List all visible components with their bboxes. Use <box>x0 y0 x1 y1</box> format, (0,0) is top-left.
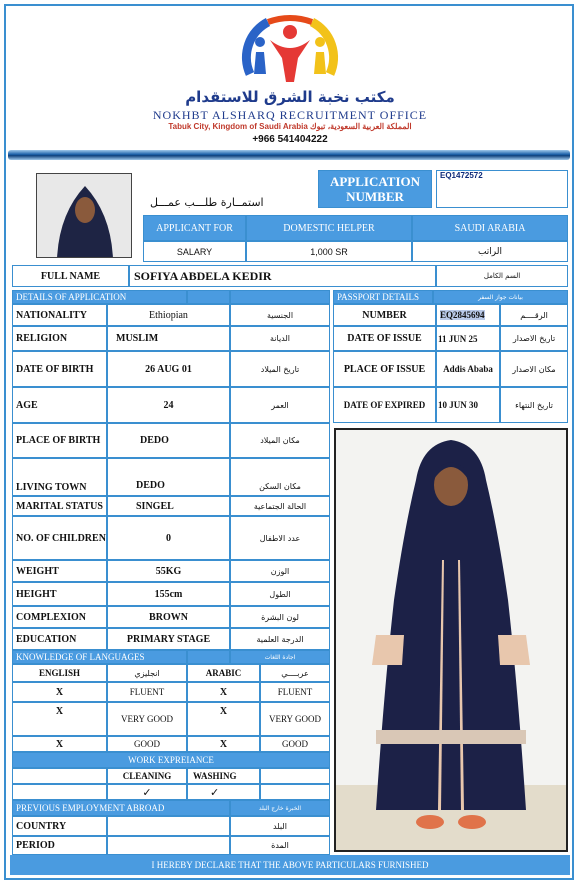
work-empty-cell <box>260 784 330 800</box>
detail-label: COMPLEXION <box>12 606 107 628</box>
destination-country: SAUDI ARABIA <box>412 215 568 241</box>
work-empty-cell <box>12 784 107 800</box>
passport-label: NUMBER <box>333 304 436 326</box>
detail-label: MARITAL STATUS <box>12 496 107 516</box>
salary-label-arabic: الراتب <box>412 241 568 262</box>
previous-period-label: PERIOD <box>12 836 107 855</box>
detail-value: DEDO <box>107 458 230 496</box>
previous-country-value <box>107 816 230 836</box>
detail-value: 26 AUG 01 <box>107 351 230 387</box>
details-section-header: DETAILS OF APPLICATION <box>12 290 187 304</box>
passport-value: 11 JUN 25 <box>436 326 500 351</box>
detail-value: 24 <box>107 387 230 423</box>
header-divider <box>8 150 570 160</box>
detail-value: PRIMARY STAGE <box>107 628 230 650</box>
applicant-portrait-photo <box>36 173 132 258</box>
detail-label: EDUCATION <box>12 628 107 650</box>
english-column-header-arabic: انجليزي <box>107 664 187 682</box>
english-level-mark: X <box>12 702 107 736</box>
arabic-column-header-arabic: عربــــي <box>260 664 330 682</box>
detail-label-arabic: الطول <box>230 582 330 606</box>
passport-value: Addis Ababa <box>436 351 500 387</box>
arabic-level-mark: X <box>187 682 260 702</box>
arabic-level: VERY GOOD <box>260 702 330 736</box>
detail-label: LIVING TOWN <box>12 458 107 496</box>
detail-label: RELIGION <box>12 326 107 351</box>
english-level: VERY GOOD <box>107 702 187 736</box>
detail-label-arabic: الجنسية <box>230 304 330 326</box>
full-name-value: SOFIYA ABDELA KEDIR <box>129 265 436 287</box>
english-level: GOOD <box>107 736 187 752</box>
detail-label: NATIONALITY <box>12 304 107 326</box>
english-level-mark: X <box>12 736 107 752</box>
passport-label: PLACE OF ISSUE <box>333 351 436 387</box>
office-address: Tabuk City, Kingdom of Saudi Arabia المملكة العربية السعودية، تبوك <box>168 122 412 131</box>
detail-label-arabic: لون البشرة <box>230 606 330 628</box>
passport-label-arabic: مكان الاصدار <box>500 351 568 387</box>
applicant-for-value: DOMESTIC HELPER <box>246 215 412 241</box>
passport-number-value: EQ2845694 <box>440 310 485 320</box>
detail-label-arabic: مكان السكن <box>230 458 330 496</box>
detail-label-arabic: عدد الاطفال <box>230 516 330 560</box>
detail-label: HEIGHT <box>12 582 107 606</box>
detail-label-arabic: العمر <box>230 387 330 423</box>
detail-value: SINGEL <box>107 496 230 516</box>
arabic-level-mark: X <box>187 736 260 752</box>
salary-value: 1,000 SR <box>246 241 412 262</box>
previous-period-label-arabic: المدة <box>230 836 330 855</box>
office-header <box>10 8 570 150</box>
detail-value: 155cm <box>107 582 230 606</box>
detail-value: Ethiopian <box>107 304 230 326</box>
detail-label-arabic: الدرجة العلمية <box>230 628 330 650</box>
detail-value: 0 <box>107 516 230 560</box>
previous-employment-header: PREVIOUS EMPLOYMENT ABROAD <box>12 800 230 816</box>
office-phone: +966 541404222 <box>252 134 328 145</box>
passport-section-header-arabic: بيانات جواز السفر <box>433 290 568 304</box>
passport-label-arabic: الرقــــم <box>500 304 568 326</box>
arabic-level-mark: X <box>187 702 260 736</box>
previous-country-label-arabic: البلد <box>230 816 330 836</box>
detail-label: WEIGHT <box>12 560 107 582</box>
languages-header-spacer <box>187 650 230 664</box>
previous-employment-header-arabic: الخبرة خارج البلد <box>230 800 330 816</box>
detail-label-arabic: الحالة الجتماعية <box>230 496 330 516</box>
passport-section-header: PASSPORT DETAILS <box>333 290 433 304</box>
arabic-level: FLUENT <box>260 682 330 702</box>
salary-label: SALARY <box>143 241 246 262</box>
applicant-for-label: APPLICANT FOR <box>143 215 246 241</box>
application-number-label: APPLICATION NUMBER <box>318 170 432 208</box>
office-name-english: NOKHBT ALSHARQ RECRUITMENT OFFICE <box>152 108 428 122</box>
detail-label-arabic: مكان الميلاد <box>230 423 330 458</box>
passport-label-arabic: تاريخ الاصدار <box>500 326 568 351</box>
passport-label: DATE OF EXPIRED <box>333 387 436 423</box>
detail-label: NO. OF CHILDREN <box>12 516 107 560</box>
previous-country-label: COUNTRY <box>12 816 107 836</box>
work-empty-cell <box>12 768 107 784</box>
detail-label-arabic: الوزن <box>230 560 330 582</box>
detail-label: AGE <box>12 387 107 423</box>
english-column-header: ENGLISH <box>12 664 107 682</box>
languages-section-header: KNOWLEDGE OF LANGUAGES <box>12 650 187 664</box>
passport-value: 10 JUN 30 <box>436 387 500 423</box>
passport-label: DATE OF ISSUE <box>333 326 436 351</box>
application-form-title: استمــارة طلـــب عمـــل <box>150 196 264 209</box>
full-name-label-arabic: السم الكامل <box>436 265 568 287</box>
languages-section-header-arabic: اجادة اللغات <box>230 650 330 664</box>
detail-value: BROWN <box>107 606 230 628</box>
arabic-level: GOOD <box>260 736 330 752</box>
application-number-value: EQ1472572 <box>436 170 568 208</box>
cleaning-skill-label: CLEANING <box>107 768 187 784</box>
passport-label-arabic: تاريخ النتهاء <box>500 387 568 423</box>
detail-label: PLACE OF BIRTH <box>12 423 107 458</box>
detail-label-arabic: الديانة <box>230 326 330 351</box>
english-level-mark: X <box>12 682 107 702</box>
detail-value: MUSLIM <box>107 326 230 351</box>
work-experience-header: WORK EXPREIANCE <box>12 752 330 768</box>
detail-value: 55KG <box>107 560 230 582</box>
arabic-column-header: ARABIC <box>187 664 260 682</box>
passport-value <box>436 304 500 326</box>
declaration-footer: I HEREBY DECLARE THAT THE ABOVE PARTICULARS FURNISHED <box>10 855 570 875</box>
washing-skill-label: WASHING <box>187 768 260 784</box>
details-header-spacer <box>230 290 330 304</box>
detail-label-arabic: تاريخ الميلاد <box>230 351 330 387</box>
office-logo <box>220 12 360 90</box>
office-name-arabic: مكتب نخبة الشرق للاستقدام <box>185 88 395 106</box>
cleaning-check-icon: ✓ <box>107 784 187 800</box>
applicant-full-body-photo <box>334 428 568 852</box>
english-level: FLUENT <box>107 682 187 702</box>
work-empty-cell <box>260 768 330 784</box>
full-name-label: FULL NAME <box>12 265 129 287</box>
detail-label: DATE OF BIRTH <box>12 351 107 387</box>
detail-value: DEDO <box>107 423 230 458</box>
previous-period-value <box>107 836 230 855</box>
details-header-spacer <box>187 290 230 304</box>
washing-check-icon: ✓ <box>187 784 260 800</box>
